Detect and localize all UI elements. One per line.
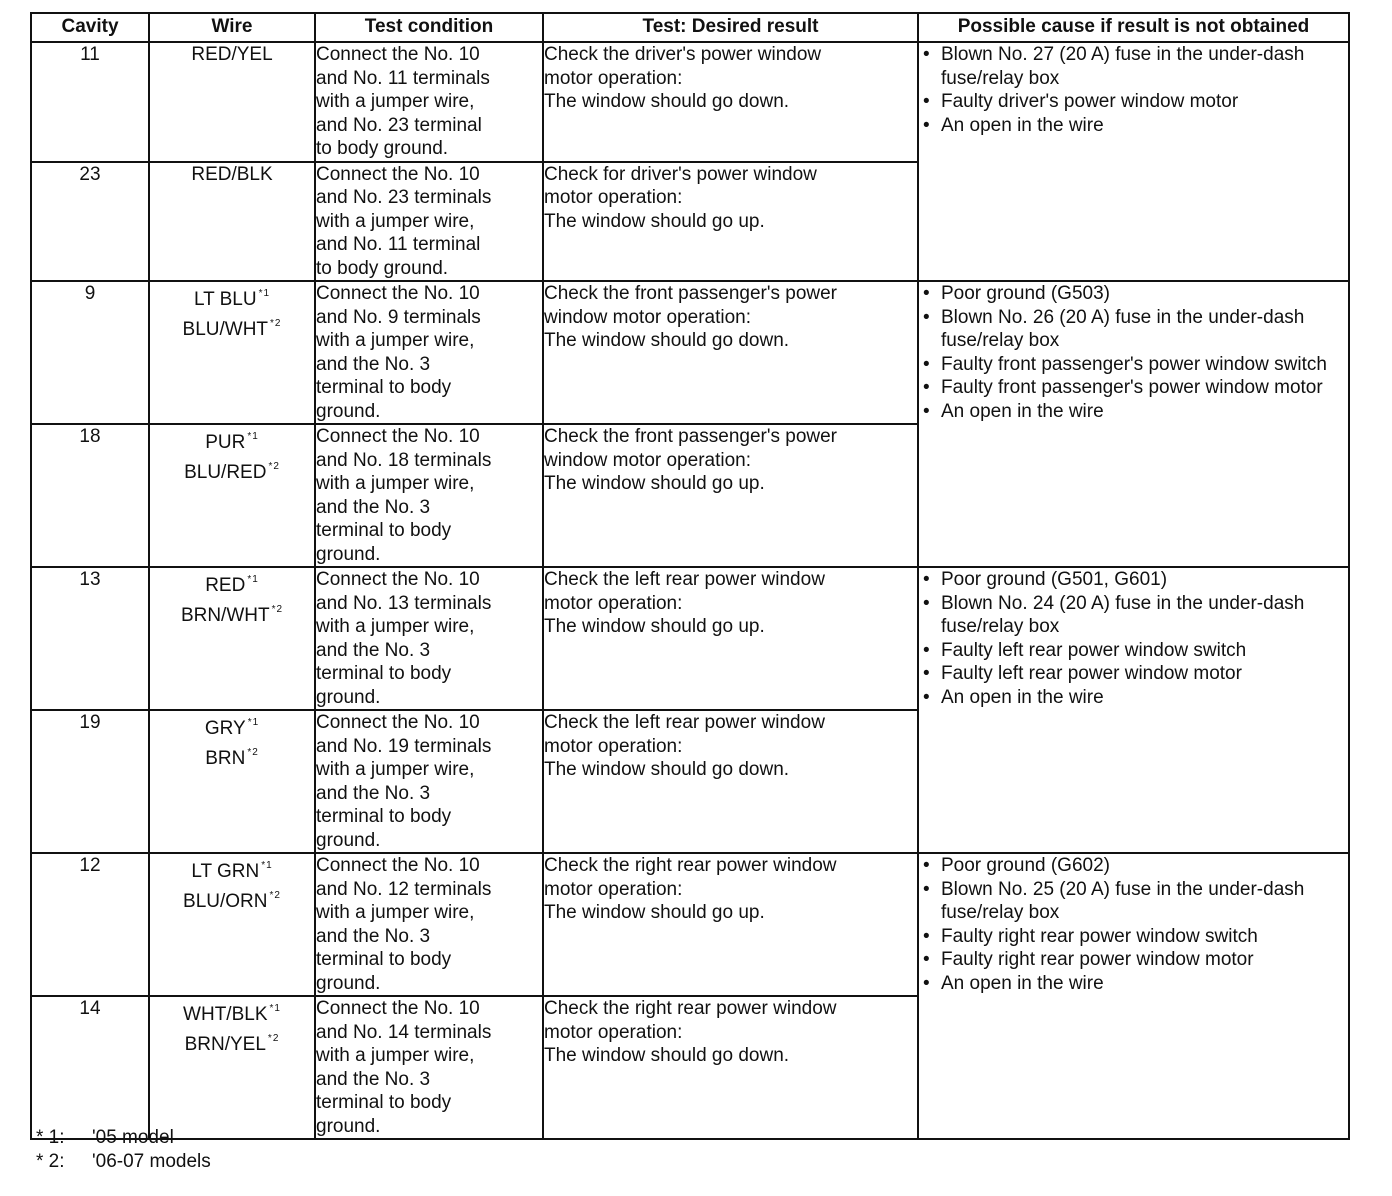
cavity-cell: 12	[31, 853, 149, 996]
wire-color-name: BRN/YEL	[184, 1033, 266, 1055]
result-line: Check the left rear power window	[544, 712, 825, 733]
cavity-cell: 18	[31, 424, 149, 567]
test-condition-cell	[315, 424, 543, 567]
condition-line: and No. 11 terminal	[316, 234, 481, 255]
header-possible-cause: Possible cause if result is not obtained	[918, 13, 1349, 42]
wire-cell	[149, 162, 315, 282]
cavity-cell: 23	[31, 162, 149, 282]
condition-line: with a jumper wire,	[316, 473, 475, 494]
result-line: The window should go up.	[544, 473, 765, 494]
possible-cause-cell	[918, 853, 1349, 1139]
footnote-ref: *1	[258, 288, 271, 299]
desired-result-cell	[543, 710, 918, 853]
result-line: motor operation:	[544, 735, 683, 757]
result-line: window motor operation:	[544, 449, 751, 471]
result-line: Check the driver's power window	[544, 44, 822, 65]
footnote-ref: *1	[269, 1003, 281, 1014]
wire-cell	[149, 710, 315, 853]
result-line: motor operation:	[544, 1021, 683, 1043]
result-line: The window should go down.	[544, 91, 790, 112]
cavity-cell: 19	[31, 710, 149, 853]
condition-line: to body ground.	[316, 138, 449, 159]
wire-color-name: WHT/BLK	[183, 1004, 268, 1025]
condition-line: and the No. 3	[316, 925, 431, 947]
cause-list	[919, 282, 1348, 423]
wire-color-name: BRN	[205, 747, 246, 769]
header-wire: Wire	[149, 13, 315, 42]
test-condition-cell	[315, 710, 543, 853]
condition-line: and No. 13 terminals	[316, 592, 492, 614]
condition-line: with a jumper wire,	[316, 1045, 475, 1066]
desired-result-cell	[543, 281, 918, 424]
wire-color	[150, 997, 314, 1027]
cause-item: • Faulty left rear power window motor	[919, 662, 1348, 686]
cause-item: • Blown No. 26 (20 A) fuse in the under-dash fuse/relay box	[919, 306, 1348, 353]
condition-line: Connect the No. 10	[316, 712, 480, 733]
wire-color	[150, 884, 314, 914]
desired-result-cell	[543, 162, 918, 282]
wire-color	[150, 854, 314, 884]
footnote-text: '05 model	[92, 1127, 174, 1148]
wire-cell	[149, 42, 315, 162]
cause-item: • An open in the wire	[919, 114, 1348, 138]
condition-line: and No. 18 terminals	[316, 449, 492, 471]
desired-result-cell	[543, 996, 918, 1139]
cause-list	[919, 568, 1348, 709]
table-row	[31, 853, 1349, 996]
condition-line: ground.	[316, 972, 381, 994]
footnote-text: '06-07 models	[92, 1151, 211, 1172]
condition-line: with a jumper wire,	[316, 616, 475, 637]
cause-item: • Poor ground (G501, G601)	[919, 568, 1348, 592]
result-line: The window should go down.	[544, 330, 790, 351]
header-cavity: Cavity	[31, 13, 149, 42]
footnote-ref: *1	[247, 574, 259, 585]
wire-color	[150, 312, 314, 342]
footnote-ref: *2	[247, 746, 259, 758]
wire-color	[150, 43, 314, 67]
wire-cell	[149, 853, 315, 996]
condition-line: and No. 9 terminals	[316, 306, 481, 328]
header-desired-result: Test: Desired result	[543, 13, 918, 42]
header-row	[31, 13, 1349, 42]
test-table	[30, 12, 1350, 1140]
test-condition-cell	[315, 853, 543, 996]
wire-color-name: GRY	[204, 718, 246, 739]
wire-cell	[149, 281, 315, 424]
possible-cause-cell	[918, 42, 1349, 281]
condition-line: and No. 23 terminal	[316, 114, 482, 136]
cause-item: • Blown No. 27 (20 A) fuse in the under-dash fuse/relay box	[919, 43, 1348, 90]
condition-line: terminal to body	[316, 806, 452, 827]
result-line: Check the front passenger's power	[544, 283, 838, 304]
condition-line: ground.	[316, 686, 381, 708]
condition-line: with a jumper wire,	[316, 91, 475, 112]
condition-line: ground.	[316, 1115, 381, 1137]
result-line: The window should go up.	[544, 616, 765, 637]
wire-color	[150, 598, 314, 628]
wire-cell	[149, 996, 315, 1139]
condition-line: with a jumper wire,	[316, 759, 475, 780]
wire-cell	[149, 567, 315, 710]
result-line: motor operation:	[544, 187, 683, 208]
footnote-ref: *2	[271, 603, 284, 615]
result-line: Check the left rear power window	[544, 569, 825, 590]
result-line: motor operation:	[544, 878, 683, 900]
condition-line: and the No. 3	[316, 353, 431, 375]
condition-line: and No. 23 terminals	[316, 187, 492, 208]
cause-item: • Blown No. 24 (20 A) fuse in the under-dash fuse/relay box	[919, 592, 1348, 639]
wire-color	[150, 425, 314, 455]
test-condition-cell	[315, 567, 543, 710]
cause-item: • Poor ground (G602)	[919, 854, 1348, 878]
header-test-condition: Test condition	[315, 13, 543, 42]
cause-list	[919, 43, 1348, 137]
footnote-mark: * 2:	[36, 1151, 65, 1172]
condition-line: terminal to body	[316, 377, 452, 398]
footnote-1	[36, 1126, 174, 1149]
wire-color-name: PUR	[205, 432, 246, 453]
result-line: The window should go up.	[544, 902, 765, 923]
desired-result-cell	[543, 424, 918, 567]
condition-line: and the No. 3	[316, 639, 431, 661]
condition-line: and No. 12 terminals	[316, 878, 492, 900]
wire-color-name: BLU/WHT	[182, 318, 269, 340]
footnote-ref: *1	[261, 860, 273, 871]
cause-list	[919, 854, 1348, 995]
result-line: The window should go up.	[544, 210, 765, 232]
wire-color-name: LT GRN	[191, 861, 260, 882]
cause-item: • Faulty driver's power window motor	[919, 90, 1348, 114]
possible-cause-cell	[918, 567, 1349, 853]
wire-color	[150, 163, 314, 187]
cavity-cell: 13	[31, 567, 149, 710]
wire-color	[150, 741, 314, 771]
wire-color-name: BLU/ORN	[183, 890, 268, 912]
wire-color-name: BRN/WHT	[180, 604, 270, 626]
footnote-ref: *2	[267, 1032, 280, 1044]
result-line: The window should go down.	[544, 1045, 790, 1066]
footnote-2	[36, 1150, 211, 1173]
cause-item: • Faulty left rear power window switch	[919, 639, 1348, 663]
condition-line: with a jumper wire,	[316, 902, 475, 923]
footnote-ref: *2	[268, 460, 280, 472]
cause-item: • Faulty front passenger's power window motor	[919, 376, 1348, 400]
condition-line: and the No. 3	[316, 1068, 431, 1090]
condition-line: terminal to body	[316, 1092, 452, 1113]
wire-color-name: BLU/RED	[184, 461, 267, 483]
condition-line: and No. 11 terminals	[316, 67, 490, 89]
table-row	[31, 567, 1349, 710]
condition-line: Connect the No. 10	[316, 44, 480, 65]
footnote-ref: *2	[269, 889, 281, 901]
wire-color	[150, 568, 314, 598]
cause-item: • Faulty right rear power window switch	[919, 925, 1348, 949]
cause-item: • Faulty front passenger's power window switch	[919, 353, 1348, 377]
result-line: Check the front passenger's power	[544, 426, 838, 447]
wire-color	[150, 1027, 314, 1057]
wire-color	[150, 455, 314, 485]
result-line: motor operation:	[544, 592, 683, 614]
condition-line: Connect the No. 10	[316, 998, 480, 1019]
cause-item: • An open in the wire	[919, 686, 1348, 710]
condition-line: Connect the No. 10	[316, 569, 480, 590]
condition-line: Connect the No. 10	[316, 283, 480, 304]
condition-line: terminal to body	[316, 520, 452, 541]
footnote-mark: * 1:	[36, 1127, 65, 1148]
cause-item: • An open in the wire	[919, 400, 1348, 424]
condition-line: and the No. 3	[316, 782, 431, 804]
condition-line: ground.	[316, 543, 381, 565]
test-condition-cell	[315, 162, 543, 282]
wire-color-name: LT BLU	[193, 289, 257, 310]
condition-line: terminal to body	[316, 949, 452, 970]
cause-item: • Blown No. 25 (20 A) fuse in the under-dash fuse/relay box	[919, 878, 1348, 925]
condition-line: with a jumper wire,	[316, 210, 475, 232]
footnote-ref: *1	[247, 717, 260, 728]
wire-color	[150, 282, 314, 312]
condition-line: and the No. 3	[316, 496, 431, 518]
result-line: Check for driver's power window	[544, 163, 817, 185]
result-line: Check the right rear power window	[544, 998, 837, 1019]
table-row	[31, 42, 1349, 162]
test-condition-cell	[315, 281, 543, 424]
condition-line: ground.	[316, 400, 381, 422]
test-condition-cell	[315, 996, 543, 1139]
footnote-ref: *2	[270, 317, 282, 329]
footnote-ref: *1	[247, 431, 259, 442]
test-condition-cell	[315, 42, 543, 162]
condition-line: and No. 14 terminals	[316, 1021, 492, 1043]
desired-result-cell	[543, 853, 918, 996]
cause-item: • Poor ground (G503)	[919, 282, 1348, 306]
wire-color	[150, 711, 314, 741]
result-line: Check the right rear power window	[544, 855, 837, 876]
condition-line: Connect the No. 10	[316, 163, 480, 185]
table-row	[31, 281, 1349, 424]
desired-result-cell	[543, 567, 918, 710]
wire-color-name: RED/BLK	[191, 163, 273, 185]
result-line: window motor operation:	[544, 306, 751, 328]
possible-cause-cell	[918, 281, 1349, 567]
wire-color-name: RED	[205, 575, 246, 596]
result-line: The window should go down.	[544, 759, 790, 780]
condition-line: to body ground.	[316, 257, 449, 279]
cause-item: • Faulty right rear power window motor	[919, 948, 1348, 972]
wire-cell	[149, 424, 315, 567]
result-line: motor operation:	[544, 67, 683, 89]
wire-color-name: RED/YEL	[191, 44, 273, 65]
condition-line: ground.	[316, 829, 381, 851]
cavity-cell: 11	[31, 42, 149, 162]
condition-line: terminal to body	[316, 663, 452, 684]
desired-result-cell	[543, 42, 918, 162]
condition-line: and No. 19 terminals	[316, 735, 492, 757]
cause-item: • An open in the wire	[919, 972, 1348, 996]
condition-line: with a jumper wire,	[316, 330, 475, 351]
cavity-cell: 9	[31, 281, 149, 424]
cavity-cell: 14	[31, 996, 149, 1139]
condition-line: Connect the No. 10	[316, 855, 480, 876]
condition-line: Connect the No. 10	[316, 426, 480, 447]
